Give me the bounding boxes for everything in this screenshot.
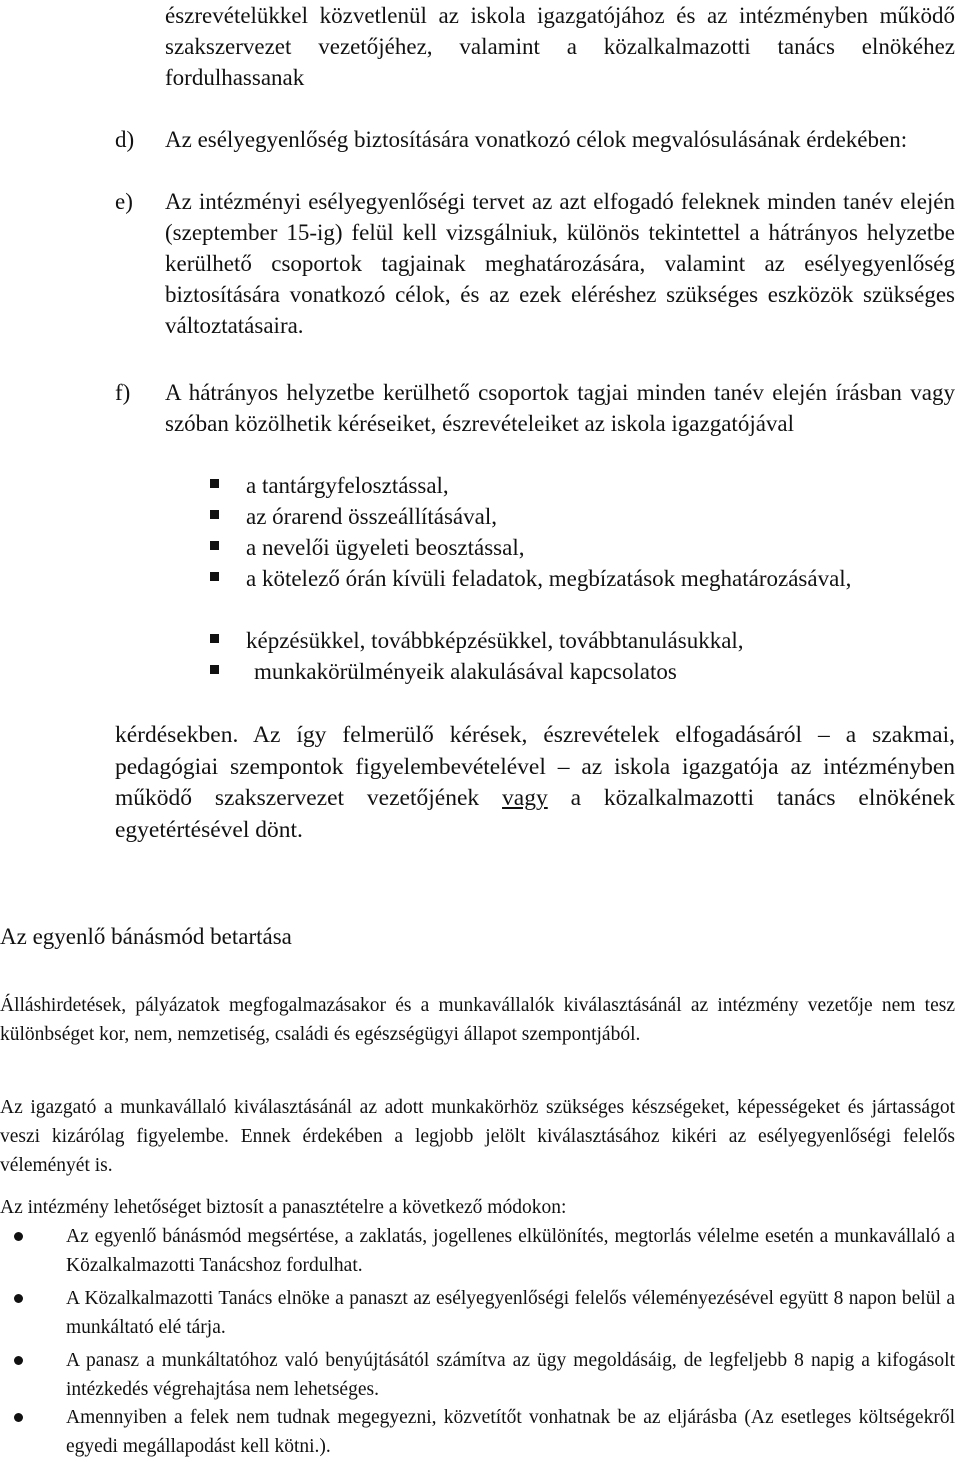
square-bullet-icon xyxy=(210,510,219,519)
bullet-2: A Közalkalmazotti Tanács elnöke a panaszt az esélyegyenlőségi felelős véleményezésével együtt 8 napon belül a munkáltató elé tárja. xyxy=(66,1288,955,1338)
square-bullet-icon xyxy=(210,572,219,581)
subitem-6: munkakörülményeik alakulásával kapcsolatos xyxy=(254,659,677,684)
square-bullet-icon xyxy=(210,541,219,550)
item-e-label: e) xyxy=(115,189,133,214)
square-bullet-icon xyxy=(210,479,219,488)
square-bullet-icon xyxy=(210,665,219,674)
subitem-5: képzésükkel, továbbképzésükkel, továbbtanulásukkal, xyxy=(246,628,744,653)
subitem-2: az órarend összeállításával, xyxy=(246,504,497,529)
paragraph-1: Álláshirdetések, pályázatok megfogalmazásakor és a munkavállalók kiválasztásánál az intézmény vezetője nem tesz különbséget kor, nem, nemzetiség, családi és egészségügyi állapot szempontjából. xyxy=(0,995,955,1045)
closing-paragraph xyxy=(115,720,955,846)
subitem-3: a nevelői ügyeleti beosztással, xyxy=(246,535,525,560)
item-e-text: Az intézményi esélyegyenlőségi tervet az azt elfogadó feleknek minden tanév elején (szeptember 15-ig) felül kell vizsgálniuk, különös tekintettel a hátrányos helyzetbe kerülhető csoportok tagjainak meghatározására, valamint az esélyegyenlőség biztosítására vonatkozó célok, és az ezek eléréshez szükséges eszközök szükséges változtatásaira. xyxy=(165,189,955,338)
paragraph-2: Az igazgató a munkavállaló kiválasztásánál az adott munkakörhöz szükséges készségeket, képességeket és jártasságot veszi kizárólag figyelembe. Ennek érdekében a legjobb jelölt kiválasztásához kikéri az esélyegyenlőségi felelős véleményét is. xyxy=(0,1097,955,1176)
bullet-dot-icon xyxy=(14,1413,23,1422)
subitem-1: a tantárgyfelosztással, xyxy=(246,473,449,498)
top-paragraph: észrevételükkel közvetlenül az iskola igazgatójához és az intézményben működő szakszervezet vezetőjéhez, valamint a közalkalmazotti tanács elnökéhez fordulhassanak xyxy=(165,3,955,90)
paragraph-3: Az intézmény lehetőséget biztosít a panasztételre a következő módokon: xyxy=(0,1197,567,1218)
section-title: Az egyenlő bánásmód betartása xyxy=(0,924,292,949)
closing-part2: a közalkalmazotti tanács elnökének egyetértésével dönt. xyxy=(115,785,956,843)
bullet-dot-icon xyxy=(14,1232,23,1241)
item-d-label: d) xyxy=(115,127,135,152)
square-bullet-icon xyxy=(210,634,219,643)
item-f-label: f) xyxy=(115,380,131,405)
item-d-text: Az esélyegyenlőség biztosítására vonatkozó célok megvalósulásának érdekében: xyxy=(165,127,908,152)
bullet-dot-icon xyxy=(14,1356,23,1365)
bullet-4: Amennyiben a felek nem tudnak megegyezni, közvetítőt vonhatnak be az eljárásba (Az esetleges költségekről egyedi megállapodást kell kötni.). xyxy=(66,1407,955,1457)
bullet-3: A panasz a munkáltatóhoz való benyújtásától számítva az ügy megoldásáig, de legfeljebb 8 napig a kifogásolt intézkedés végrehajtása nem lehetséges. xyxy=(66,1350,955,1400)
bullet-1: Az egyenlő bánásmód megsértése, a zaklatás, jogellenes elkülönítés, megtorlás vélelme esetén a munkavállaló a Közalkalmazotti Tanácshoz fordulhat. xyxy=(66,1226,955,1276)
closing-emphasis: vagy xyxy=(502,785,548,811)
item-f-text: A hátrányos helyzetbe kerülhető csoportok tagjai minden tanév elején írásban vagy szóban közölhetik kéréseiket, észrevételeiket az iskola igazgatójával xyxy=(165,380,955,436)
bullet-dot-icon xyxy=(14,1294,23,1303)
subitem-4: a kötelező órán kívüli feladatok, megbízatások meghatározásával, xyxy=(246,566,852,591)
closing-part1: kérdésekben. Az így felmerülő kérések, észrevételek elfogadásáról – a szakmai, pedagógiai szempontok figyelembevételével – az iskola igazgatója az intézményben működő szakszervezet vezetőjének xyxy=(115,722,955,811)
